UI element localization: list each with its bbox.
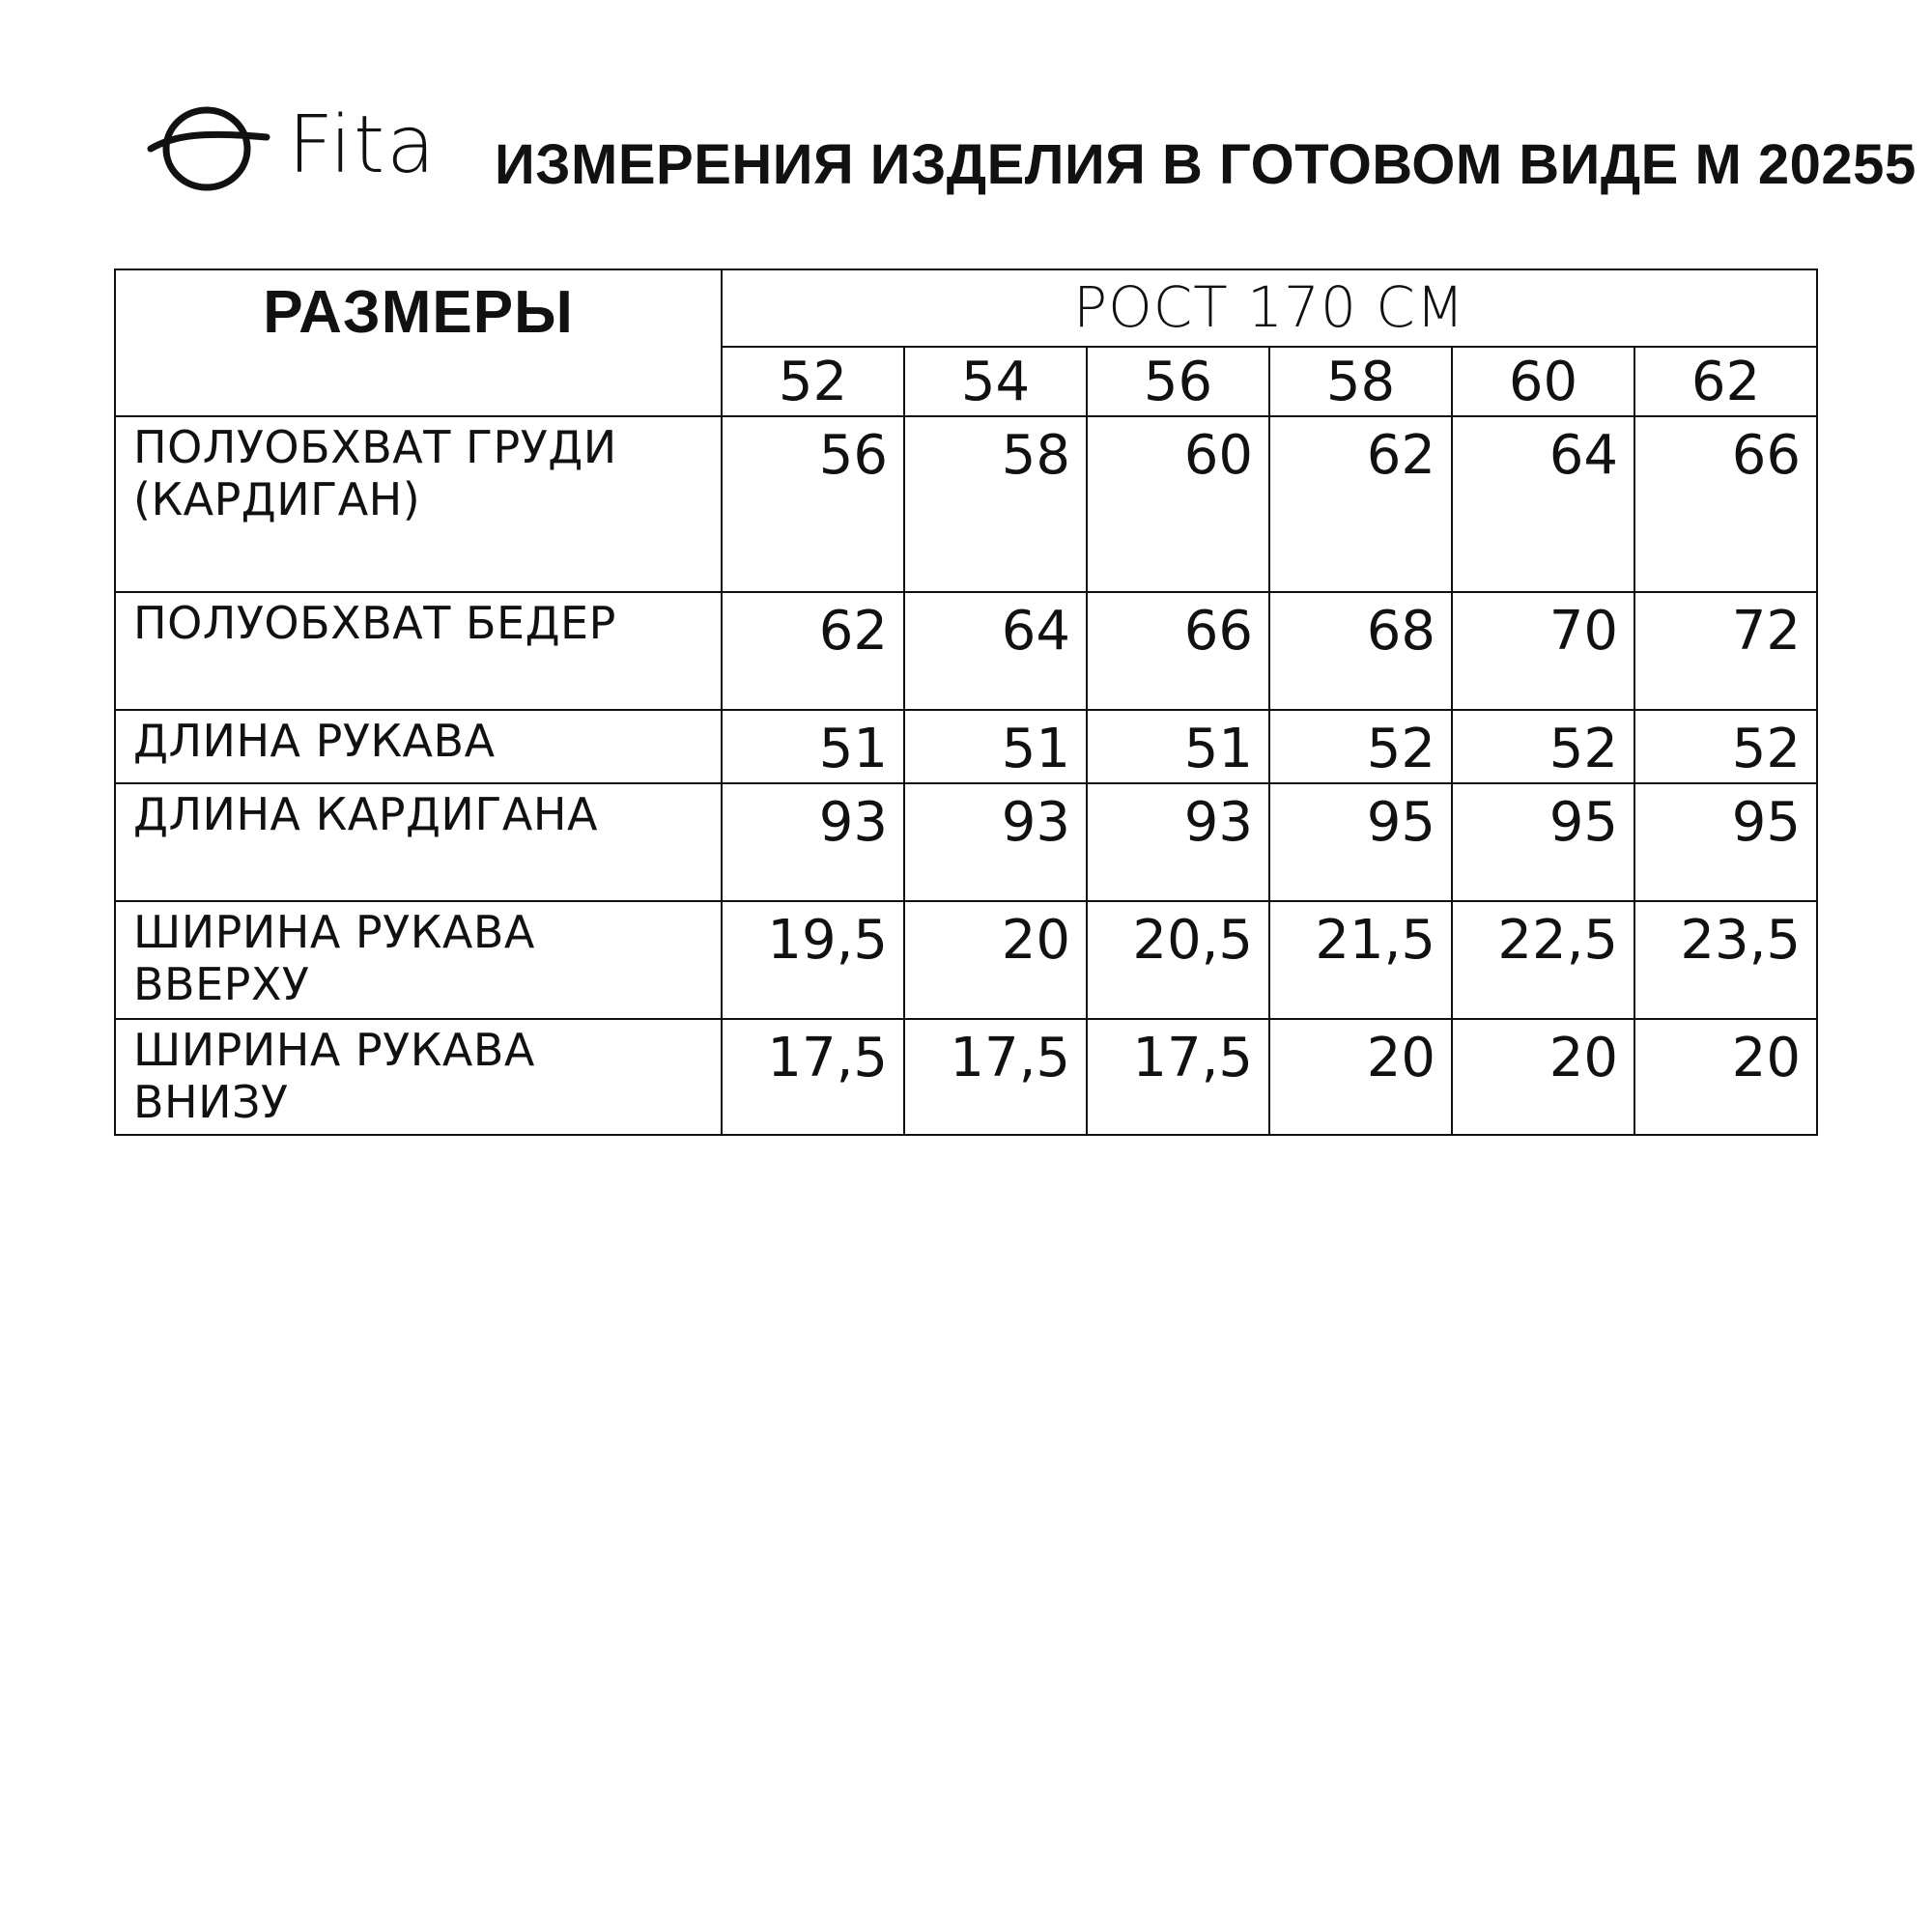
row-label [115,783,722,901]
value-cell: 20 [1634,1019,1817,1135]
size-header-cell: 52 [722,347,904,416]
size-header-cell: 58 [1269,347,1452,416]
value-cell: 58 [904,416,1087,592]
value-cell: 51 [722,710,904,783]
row-label [115,710,722,783]
row-label-line: ВВЕРХУ [133,958,310,1010]
value-cell: 64 [904,592,1087,710]
value-cell: 62 [722,592,904,710]
header-row [115,269,1817,347]
row-label-line: ШИРИНА РУКАВА [133,1024,535,1076]
value-cell: 60 [1087,416,1269,592]
value-cell: 51 [904,710,1087,783]
row-label-line: ШИРИНА РУКАВА [133,906,535,958]
value-cell: 72 [1634,592,1817,710]
size-header-cell: 56 [1087,347,1269,416]
value-cell: 17,5 [722,1019,904,1135]
value-cell: 64 [1452,416,1634,592]
value-cell: 23,5 [1634,901,1817,1019]
value-cell: 68 [1269,592,1452,710]
value-cell: 20,5 [1087,901,1269,1019]
brand-logo [145,93,437,199]
measurements-table [114,269,1818,1136]
value-cell: 95 [1452,783,1634,901]
value-cell: 95 [1269,783,1452,901]
sizes-header: РАЗМЕРЫ [115,269,722,416]
value-cell: 20 [1269,1019,1452,1135]
size-header-cell: 62 [1634,347,1817,416]
value-cell: 20 [904,901,1087,1019]
value-cell: 93 [904,783,1087,901]
row-label-line: ДЛИНА РУКАВА [133,715,496,767]
value-cell: 51 [1087,710,1269,783]
fita-theta-icon [145,93,270,199]
row-label-line: ДЛИНА КАРДИГАНА [133,788,598,840]
value-cell: 95 [1634,783,1817,901]
row-label-line: ВНИЗУ [133,1076,289,1128]
value-cell: 21,5 [1269,901,1452,1019]
brand-name: Fita [288,99,438,191]
row-label [115,901,722,1019]
size-header-cell: 54 [904,347,1087,416]
table-row [115,783,1817,901]
value-cell: 70 [1452,592,1634,710]
row-label-line: ПОЛУОБХВАТ БЕДЕР [133,597,616,649]
value-cell: 17,5 [1087,1019,1269,1135]
row-label [115,592,722,710]
row-label-line: (КАРДИГАН) [133,473,421,525]
value-cell: 22,5 [1452,901,1634,1019]
table-row [115,592,1817,710]
value-cell: 17,5 [904,1019,1087,1135]
height-header: РОСТ 170 СМ [722,269,1817,347]
value-cell: 52 [1452,710,1634,783]
value-cell: 66 [1087,592,1269,710]
measurements-table-wrap [114,269,1818,1136]
table-row [115,901,1817,1019]
value-cell: 52 [1634,710,1817,783]
size-header-cell: 60 [1452,347,1634,416]
table-row [115,416,1817,592]
page-title: ИЗМЕРЕНИЯ ИЗДЕЛИЯ В ГОТОВОМ ВИДЕ М 20255 [495,133,1917,196]
table-row [115,1019,1817,1135]
value-cell: 62 [1269,416,1452,592]
value-cell: 52 [1269,710,1452,783]
row-label-line: ПОЛУОБХВАТ ГРУДИ [133,421,617,473]
header [145,93,1917,199]
value-cell: 56 [722,416,904,592]
row-label [115,1019,722,1135]
row-label [115,416,722,592]
value-cell: 19,5 [722,901,904,1019]
table-row [115,710,1817,783]
value-cell: 93 [1087,783,1269,901]
value-cell: 66 [1634,416,1817,592]
value-cell: 20 [1452,1019,1634,1135]
value-cell: 93 [722,783,904,901]
